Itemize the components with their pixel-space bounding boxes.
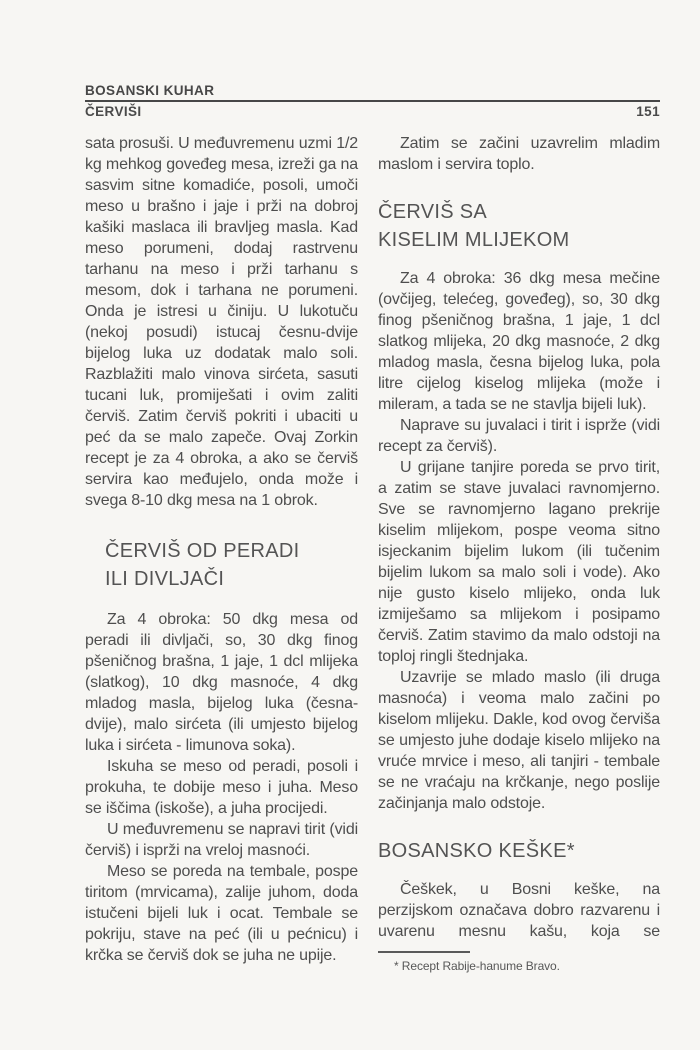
heading-line: BOSANSKO KEŠKE* [378,840,575,862]
paragraph: U grijane tanjire poreda se prvo tirit, a zatim se stave juvalaci ravnomjerno. Sve se ravnomjerno lagano prekrije kiselim mlijekom, pospe veoma sitno isjeckanim bijelim lukom (ili tučenim bijelim lukom sa malo soli i vode). Ako nije gusto kiselo mlijeko, onda luk izmiješamo sa mlijekom i posipamo červiš. Zatim stavimo da malo odstoji na toploj ringli štednjaka. [378,459,660,665]
chapter-title: ČERVIŠI [85,104,142,119]
left-column [85,133,358,974]
paragraph: Zatim se začini uzavrelim mladim maslom i servira toplo. [378,135,660,173]
paragraph-ingredients: Za 4 obroka: 36 dkg mesa mečine (ovčijeg, telećeg, goveđeg), so, 30 dkg finog pšeničnog brašna, 1 jaje, 1 dcl slatkog mlijeka, 20 dkg masnoće, 2 dkg mladog masla, česna bijelog luka, pola litre cijelog kiselog mlijeka (može i mileram, a tada se ne stavlja bijeli luk). [378,270,660,413]
recipe-heading-cervis-sa-kiselim-mlijekom [378,198,660,254]
paragraph: Naprave su juvalaci i tirit i isprže (vidi recept za červiš). [378,417,660,455]
paragraph-continuation: sata prosuši. U međuvremenu uzmi 1/2 kg mehkog goveđeg mesa, izreži ga na sasvim sitne komadiće, posoli, umoči meso u brašno i jaje i prži na dobroj kašiki maslaca ili bravljeg masla. Kad meso porumeni, dodaj rastrvenu tarhanu na meso i prži tarhanu s mesom, dok i tarhana ne porumeni. Onda je istresi u činiju. U lukotuču (nekoj posudi) istucaj česnu-dvije bijelog luka uz dodatak malo soli. Razblažiti malo vinova sirćeta, sasuti tucani luk, promiješati i ovim zaliti červiš. Zatim červiš pokriti i ubaciti u peć da se malo zapeče. Ovaj Zorkin recept je za 4 obroka, a ako se červiš servira kao međujelo, onda može i svega 8-10 dkg mesa na 1 obrok. [85,135,358,509]
page-content [85,82,660,974]
two-column-text [85,133,660,974]
recipe-heading-bosansko-keske [378,837,660,865]
heading-line: KISELIM MLIJEKOM [378,229,570,251]
page-number: 151 [636,104,660,119]
paragraph: U međuvremenu se napravi tirit (vidi červiš) i isprži na vreloj masnoći. [85,821,358,859]
recipe-heading-cervis-od-peradi [85,537,358,593]
paragraph: Iskuha se meso od peradi, posoli i prokuha, te dobije meso i juha. Meso se iščima (iskoše), a juha procijedi. [85,758,358,817]
paragraph-continues-next-page: Češkek, u Bosni keške, na perzijskom označava dobro razvarenu i uvarenu mesnu kašu, koja se [378,881,660,940]
running-title-row [85,82,660,102]
heading-line: ČERVIŠ OD PERADI [105,540,300,562]
paragraph-ingredients: Za 4 obroka: 50 dkg mesa od peradi ili divljači, so, 30 dkg finog pšeničnog brašna, 1 jaje, 1 dcl mlijeka (slatkog), 10 dkg masnoće, 4 dkg mladog masla, bijelog luka (česna-dvije), malo sirćeta (ili umjesto bijelog luka i sirćeta - limunova soka). [85,611,358,754]
paragraph: Meso se poreda na tembale, pospe tiritom (mrvicama), zalije juhom, doda istučeni bijeli luk i ocat. Tembale se pokriju, stave na peć (ili u pećnicu) i krčka se červiš dok se juha ne upije. [85,863,358,964]
footnote [378,951,660,974]
paragraph: Uzavrije se mlado maslo (ili druga masnoća) i veoma malo začini po kiselom mlijeku. Dakle, kod ovog červiša se umjesto juhe dodaje kiselo mlijeko na vruće mrvice i meso, ali tanjiri - tembale se ne vraćaju na krčkanje, nego poslije začinjanja malo odstoje. [378,669,660,812]
heading-line: ILI DIVLJAČI [105,568,225,590]
heading-line: ČERVIŠ SA [378,201,488,223]
footnote-divider [378,951,470,953]
footnote-text: * Recept Rabije-hanume Bravo. [394,959,560,973]
chapter-row [85,104,660,119]
book-title: BOSANSKI KUHAR [85,83,215,98]
right-column [378,133,660,974]
page-header [85,82,660,119]
